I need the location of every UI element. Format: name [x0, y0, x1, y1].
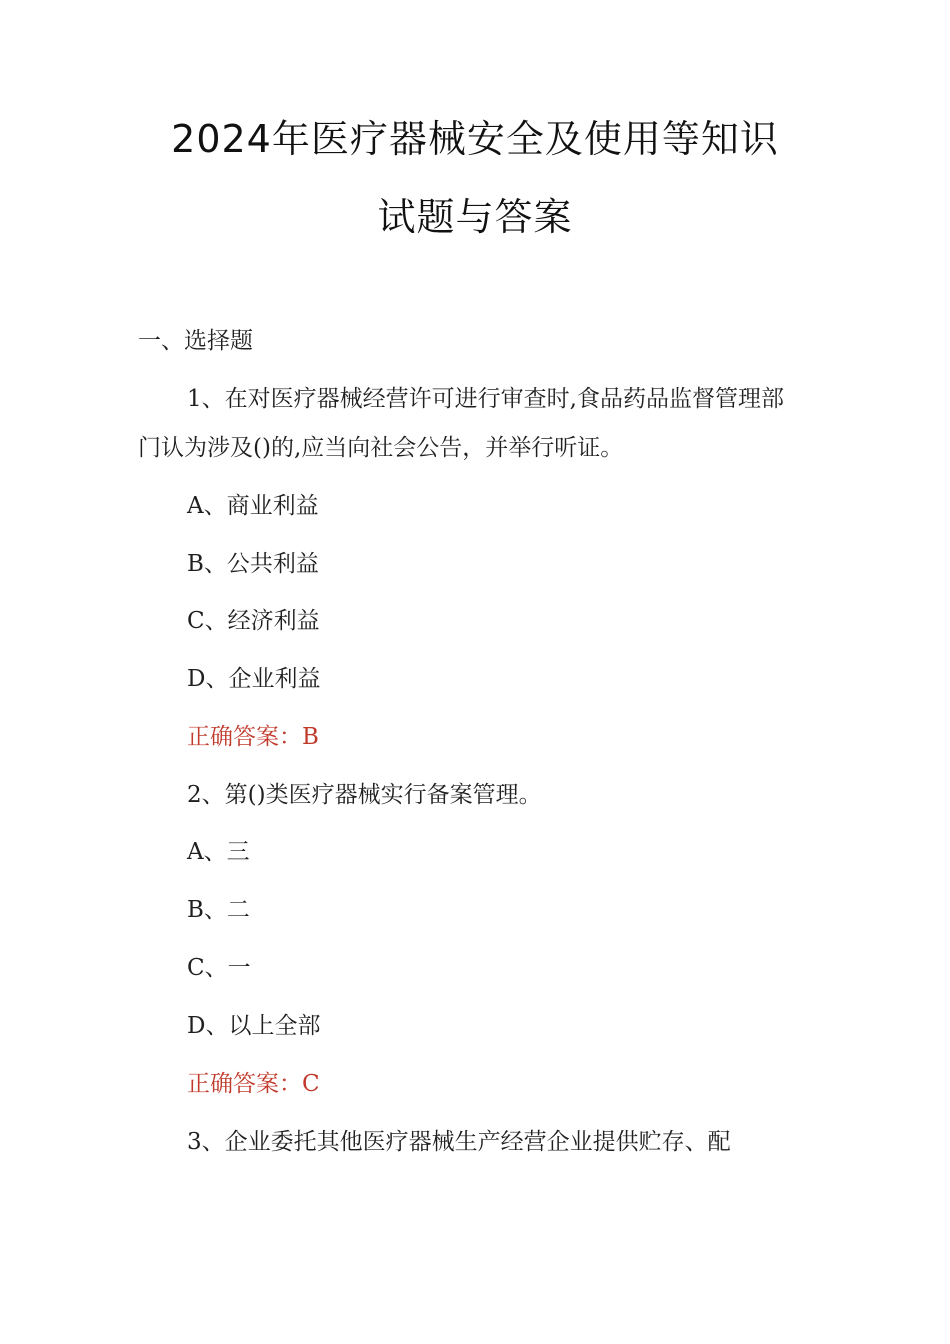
question-1-stem-line-2: 门认为涉及()的,应当向社会公告，并举行听证。 — [138, 435, 624, 461]
question-2-option-d: D、以上全部 — [187, 1013, 321, 1039]
question-2-option-c: C、一 — [187, 955, 251, 981]
question-1-option-a: A、商业利益 — [187, 493, 319, 519]
question-1-answer: 正确答案：B — [187, 724, 319, 750]
question-1-option-d: D、企业利益 — [187, 666, 321, 692]
question-2-answer: 正确答案：C — [187, 1071, 320, 1097]
question-1-stem-line-1: 1、在对医疗器械经营许可进行审查时,食品药品监督管理部 — [187, 386, 784, 412]
question-2-option-b: B、二 — [187, 897, 250, 923]
question-3-stem-line-1: 3、企业委托其他医疗器械生产经营企业提供贮存、配 — [187, 1129, 731, 1155]
question-1-option-b: B、公共利益 — [187, 551, 319, 577]
section-heading: 一、选择题 — [138, 328, 253, 354]
document-title-line-2: 试题与答案 — [377, 195, 573, 239]
document-title-line-1: 2024年医疗器械安全及使用等知识 — [171, 117, 779, 161]
question-2-stem-line-1: 2、第()类医疗器械实行备案管理。 — [187, 782, 542, 808]
question-2-option-a: A、三 — [187, 839, 250, 865]
question-1-option-c: C、经济利益 — [187, 608, 320, 634]
